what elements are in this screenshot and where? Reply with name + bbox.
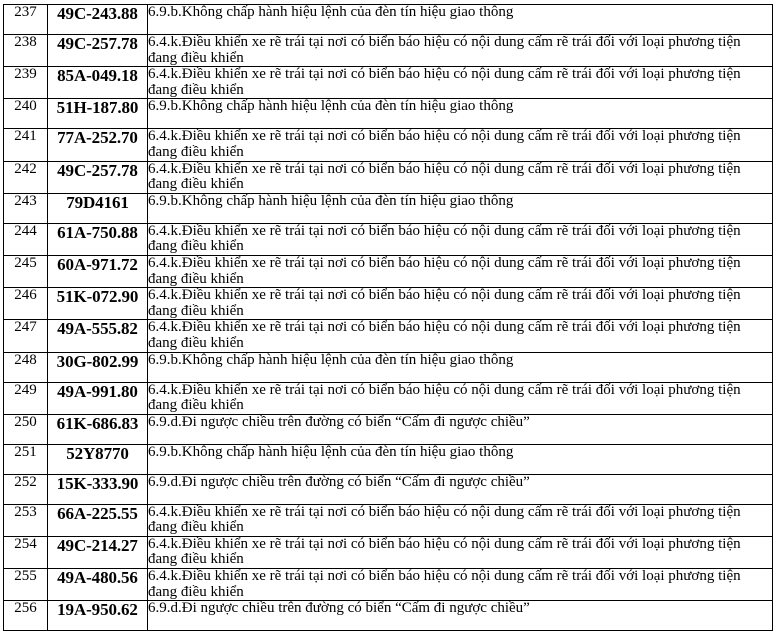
license-plate-cell: 52Y8770 bbox=[48, 444, 148, 474]
violations-table bbox=[3, 4, 773, 631]
violation-description-cell: 6.9.b.Không chấp hành hiệu lệnh của đèn tín hiệu giao thông bbox=[148, 352, 773, 382]
row-index-cell: 254 bbox=[4, 536, 48, 568]
row-index-cell: 252 bbox=[4, 474, 48, 504]
table-row bbox=[4, 382, 773, 414]
license-plate-cell: 61A-750.88 bbox=[48, 223, 148, 255]
table-row bbox=[4, 352, 773, 382]
violation-description-cell: 6.9.b.Không chấp hành hiệu lệnh của đèn tín hiệu giao thông bbox=[148, 444, 773, 474]
row-index-cell: 246 bbox=[4, 288, 48, 320]
table-row bbox=[4, 288, 773, 320]
violation-description-cell: 6.4.k.Điều khiển xe rẽ trái tại nơi có biển báo hiệu có nội dung cấm rẽ trái đối với loại phương tiện đang điều khiển bbox=[148, 288, 773, 320]
violation-description-cell: 6.4.k.Điều khiển xe rẽ trái tại nơi có biển báo hiệu có nội dung cấm rẽ trái đối với loại phương tiện đang điều khiển bbox=[148, 223, 773, 255]
violation-description-cell: 6.4.k.Điều khiển xe rẽ trái tại nơi có biển báo hiệu có nội dung cấm rẽ trái đối với loại phương tiện đang điều khiển bbox=[148, 255, 773, 287]
violation-description-cell: 6.4.k.Điều khiển xe rẽ trái tại nơi có biển báo hiệu có nội dung cấm rẽ trái đối với loại phương tiện đang điều khiển bbox=[148, 504, 773, 536]
license-plate-cell: 49C-214.27 bbox=[48, 536, 148, 568]
violation-description-cell: 6.9.b.Không chấp hành hiệu lệnh của đèn tín hiệu giao thông bbox=[148, 5, 773, 35]
row-index-cell: 250 bbox=[4, 414, 48, 444]
row-index-cell: 244 bbox=[4, 223, 48, 255]
table-row bbox=[4, 255, 773, 287]
table-row bbox=[4, 193, 773, 223]
row-index-cell: 240 bbox=[4, 99, 48, 129]
license-plate-cell: 49C-243.88 bbox=[48, 5, 148, 35]
violation-description-cell: 6.4.k.Điều khiển xe rẽ trái tại nơi có biển báo hiệu có nội dung cấm rẽ trái đối với loại phương tiện đang điều khiển bbox=[148, 67, 773, 99]
table-row bbox=[4, 99, 773, 129]
table-row bbox=[4, 474, 773, 504]
violation-description-cell: 6.4.k.Điều khiển xe rẽ trái tại nơi có biển báo hiệu có nội dung cấm rẽ trái đối với loại phương tiện đang điều khiển bbox=[148, 536, 773, 568]
table-row bbox=[4, 569, 773, 601]
license-plate-cell: 49A-991.80 bbox=[48, 382, 148, 414]
violation-description-cell: 6.9.b.Không chấp hành hiệu lệnh của đèn tín hiệu giao thông bbox=[148, 99, 773, 129]
license-plate-cell: 49C-257.78 bbox=[48, 35, 148, 67]
violation-description-cell: 6.4.k.Điều khiển xe rẽ trái tại nơi có biển báo hiệu có nội dung cấm rẽ trái đối với loại phương tiện đang điều khiển bbox=[148, 129, 773, 161]
violation-description-cell: 6.9.b.Không chấp hành hiệu lệnh của đèn tín hiệu giao thông bbox=[148, 193, 773, 223]
table-row bbox=[4, 536, 773, 568]
table-row bbox=[4, 5, 773, 35]
violation-description-cell: 6.4.k.Điều khiển xe rẽ trái tại nơi có biển báo hiệu có nội dung cấm rẽ trái đối với loại phương tiện đang điều khiển bbox=[148, 161, 773, 193]
license-plate-cell: 49A-480.56 bbox=[48, 569, 148, 601]
license-plate-cell: 60A-971.72 bbox=[48, 255, 148, 287]
license-plate-cell: 51H-187.80 bbox=[48, 99, 148, 129]
violation-description-cell: 6.4.k.Điều khiển xe rẽ trái tại nơi có biển báo hiệu có nội dung cấm rẽ trái đối với loại phương tiện đang điều khiển bbox=[148, 35, 773, 67]
row-index-cell: 242 bbox=[4, 161, 48, 193]
row-index-cell: 247 bbox=[4, 320, 48, 352]
table-row bbox=[4, 444, 773, 474]
violation-description-cell: 6.4.k.Điều khiển xe rẽ trái tại nơi có biển báo hiệu có nội dung cấm rẽ trái đối với loại phương tiện đang điều khiển bbox=[148, 569, 773, 601]
row-index-cell: 251 bbox=[4, 444, 48, 474]
license-plate-cell: 19A-950.62 bbox=[48, 601, 148, 631]
row-index-cell: 255 bbox=[4, 569, 48, 601]
row-index-cell: 253 bbox=[4, 504, 48, 536]
row-index-cell: 256 bbox=[4, 601, 48, 631]
license-plate-cell: 77A-252.70 bbox=[48, 129, 148, 161]
license-plate-cell: 51K-072.90 bbox=[48, 288, 148, 320]
license-plate-cell: 66A-225.55 bbox=[48, 504, 148, 536]
table-row bbox=[4, 601, 773, 631]
table-row bbox=[4, 67, 773, 99]
violations-table-body bbox=[4, 5, 773, 631]
table-row bbox=[4, 161, 773, 193]
license-plate-cell: 61K-686.83 bbox=[48, 414, 148, 444]
row-index-cell: 239 bbox=[4, 67, 48, 99]
row-index-cell: 243 bbox=[4, 193, 48, 223]
violation-description-cell: 6.9.d.Đi ngược chiều trên đường có biển “Cấm đi ngược chiều” bbox=[148, 474, 773, 504]
license-plate-cell: 15K-333.90 bbox=[48, 474, 148, 504]
table-row bbox=[4, 414, 773, 444]
row-index-cell: 238 bbox=[4, 35, 48, 67]
violation-description-cell: 6.9.d.Đi ngược chiều trên đường có biển “Cấm đi ngược chiều” bbox=[148, 601, 773, 631]
table-row bbox=[4, 35, 773, 67]
license-plate-cell: 30G-802.99 bbox=[48, 352, 148, 382]
table-row bbox=[4, 223, 773, 255]
row-index-cell: 248 bbox=[4, 352, 48, 382]
license-plate-cell: 49A-555.82 bbox=[48, 320, 148, 352]
table-row bbox=[4, 320, 773, 352]
license-plate-cell: 79D4161 bbox=[48, 193, 148, 223]
violation-description-cell: 6.4.k.Điều khiển xe rẽ trái tại nơi có biển báo hiệu có nội dung cấm rẽ trái đối với loại phương tiện đang điều khiển bbox=[148, 382, 773, 414]
table-row bbox=[4, 129, 773, 161]
table-row bbox=[4, 504, 773, 536]
row-index-cell: 249 bbox=[4, 382, 48, 414]
license-plate-cell: 85A-049.18 bbox=[48, 67, 148, 99]
license-plate-cell: 49C-257.78 bbox=[48, 161, 148, 193]
row-index-cell: 237 bbox=[4, 5, 48, 35]
violation-description-cell: 6.9.d.Đi ngược chiều trên đường có biển “Cấm đi ngược chiều” bbox=[148, 414, 773, 444]
violation-description-cell: 6.4.k.Điều khiển xe rẽ trái tại nơi có biển báo hiệu có nội dung cấm rẽ trái đối với loại phương tiện đang điều khiển bbox=[148, 320, 773, 352]
row-index-cell: 245 bbox=[4, 255, 48, 287]
row-index-cell: 241 bbox=[4, 129, 48, 161]
